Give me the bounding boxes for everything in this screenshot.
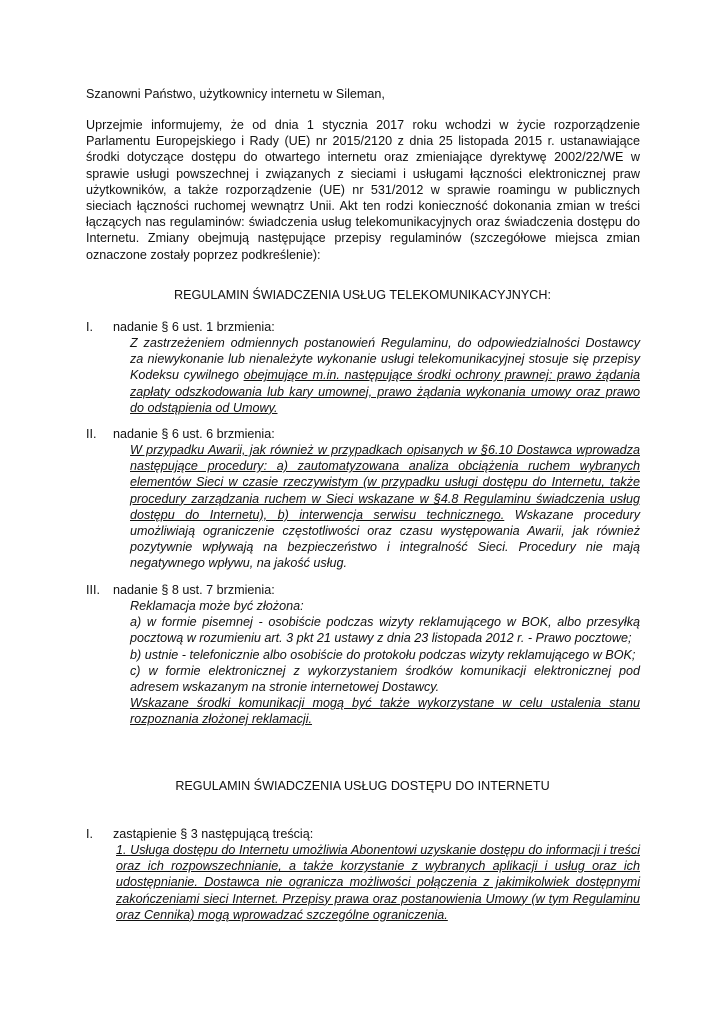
item-quote: [130, 598, 640, 728]
quote-underlined-text: 1. Usługa dostępu do Internetu umożliwia Abonentowi uzyskanie dostępu do informacji i treści oraz ich rozpowszechnianie, a także korzystanie z wybranych aplikacji i usług oraz ich udostępnianie. Dostawca nie ogranicza możliwości połączenia z jakimikolwiek dostępnymi zakończeniami sieci Internet. Przepisy prawa oraz postanowienia Umowy (w tym Regulaminu oraz Cennika) mogą wprowadzać szczególne ograniczenia.: [116, 843, 640, 922]
section-heading-telecom: REGULAMIN ŚWIADCZENIA USŁUG TELEKOMUNIKACYJNYCH:: [174, 288, 551, 302]
quote-text: Wskazane procedury umożliwiają ograniczenie częstotliwości oraz czasu występowania Awarii, jak również pozytywnie wpływają na bezpieczeństwo i integralność Sieci. Procedury nie mają negatywnego wpływu, na jakość usług.: [130, 507, 640, 571]
section-heading-internet: REGULAMIN ŚWIADCZENIA USŁUG DOSTĘPU DO INTERNETU: [175, 779, 550, 793]
quote-line: Reklamacja może być złożona:: [130, 599, 304, 613]
quote-underlined-text: Wskazane środki komunikacji mogą być także wykorzystane w celu ustalenia stanu rozpoznania złożonej reklamacji.: [130, 696, 640, 727]
quote-underlined-text: obejmujące m.in. następujące środki ochrony prawnej: prawo żądania zapłaty odszkodowania lub kary umownej, prawo żądania wykonania umowy oraz prawo do odstąpienia od Umowy.: [130, 368, 641, 415]
item-title: zastąpienie § 3 następującą treścią:: [113, 827, 314, 841]
item-numeral: I.: [86, 827, 93, 841]
quote-underlined-text: W przypadku Awarii, jak również w przypadkach opisanych w §6.10 Dostawca wprowadza następujące procedury: a) zautomatyzowana analiza obciążenia ruchem wybranych elementów Sieci w czasie rzeczywistym (w przypadku usługi dostępu do Internetu, także procedury zarządzania ruchem w Sieci wskazane w §4.8 Regulaminu świadczenia usług dostępu do Internetu), b) interwencja serwisu technicznego.: [130, 443, 640, 522]
letter-greeting: Szanowni Państwo, użytkownicy internetu w Sileman,: [86, 87, 385, 101]
letter-intro: Uprzejmie informujemy, że od dnia 1 stycznia 2017 roku wchodzi w życie rozporządzenie Parlamentu Europejskiego i Rady (UE) nr 2015/2120 z dnia 25 listopada 2015 r. ustanawiające środki dotyczące dostępu do otwartego internetu oraz zmieniające dyrektywę 2002/22/WE w sprawie usługi powszechnej i związanych z sieciami i usługami łączności elektronicznej praw użytkowników, a także rozporządzenie (UE) nr 531/2012 w sprawie roamingu w publicznych sieciach łączności ruchomej wewnątrz Unii. Akt ten rodzi konieczność dokonania zmian w treści łączących nas regulaminów: świadczenia usług telekomunikacyjnych oraz świadczenia dostępu do Internetu. Zmiany obejmują następujące przepisy regulaminów (szczegółowe miejsca zmian oznaczone zostały poprzez podkreślenie):: [86, 118, 640, 262]
item-quote: [130, 442, 640, 572]
item-title: nadanie § 6 ust. 6 brzmienia:: [113, 427, 275, 441]
item-quote: [130, 335, 640, 416]
quote-line: c) w formie elektronicznej z wykorzystaniem środków komunikacji elektronicznej pod adresem wskazanym na stronie internetowej Dostawcy.: [130, 663, 640, 695]
quote-line: b) ustnie - telefonicznie albo osobiście do protokołu podczas wizyty reklamującego w BOK;: [130, 647, 636, 662]
item-title: nadanie § 6 ust. 1 brzmienia:: [113, 320, 275, 334]
item-numeral: I.: [86, 320, 93, 334]
item-numeral: II.: [86, 427, 97, 441]
item-title: nadanie § 8 ust. 7 brzmienia:: [113, 583, 275, 597]
quote-text: Z zastrzeżeniem odmiennych postanowień Regulaminu, do odpowiedzialności Dostawcy za niewykonanie lub nienależyte wykonanie usługi telekomunikacyjnej stosuje się przepisy Kodeksu cywilnego: [130, 336, 640, 383]
item-quote: [116, 842, 640, 923]
quote-line: a) w formie pisemnej - osobiście podczas wizyty reklamującego w BOK, albo przesyłką pocztową w rozumieniu art. 3 pkt 21 ustawy z dnia 23 listopada 2012 r. - Prawo pocztowe;: [130, 615, 640, 646]
item-numeral: III.: [86, 583, 100, 597]
